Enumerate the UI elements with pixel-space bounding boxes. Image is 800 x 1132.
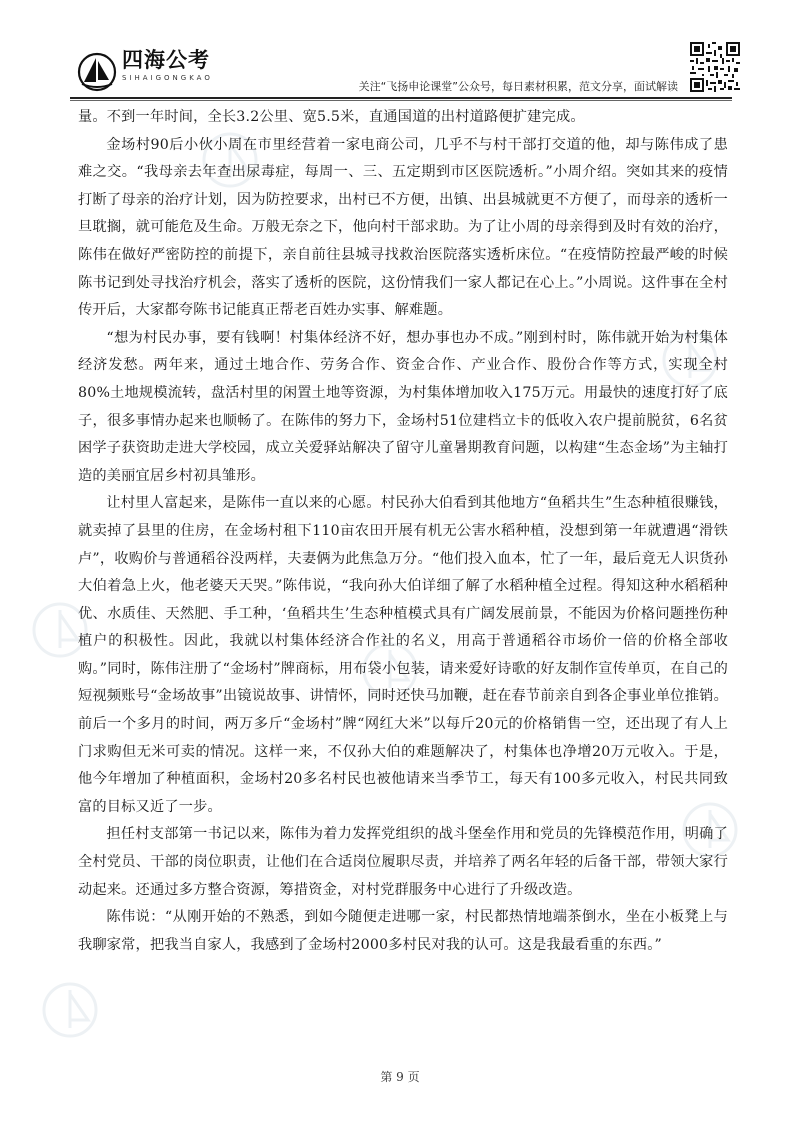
brand [122,48,213,82]
paragraph: 让村里人富起来，是陈伟一直以来的心愿。村民孙大伯看到其他地方“鱼稻共生”生态种植很赚钱，就卖掉了县里的住房，在金场村租下110亩农田开展有机无公害水稻种植，没想到第一年就遭遇“滑铁卢”，收购价与普通稻谷没两样，夫妻俩为此焦急万分。“他们投入血本，忙了一年，最后竟无人识货孙大伯着急上火，他老婆天天哭。”陈伟说，“我向孙大伯详细了解了水稻种植全过程。得知这种水稻稻种优、水质佳、天然肥、手工种，‘鱼稻共生’生态种植模式具有广阔发展前景，不能因为价格问题挫伤种植户的积极性。因此，我就以村集体经济合作社的名义，用高于普通稻谷市场价一倍的价格全部收购。”同时，陈伟注册了“金场村”牌商标，用布袋小包装，请来爱好诗歌的好友制作宣传单页，在自己的短视频账号“金场故事”出镜说故事、讲情怀，同时还快马加鞭，赶在春节前亲自到各企事业单位推销。前后一个多月的时间，两万多斤“金场村”牌“网红大米”以每斤20元的价格销售一空，还出现了有人上门求购但无米可卖的情况。这样一来，不仅孙大伯的难题解决了，村集体也净增20万元收入。于是，他今年增加了种植面积，金场村20多名村民也被他请来当季节工，每天有100多元收入，村民共同致富的目标又近了一步。 [78,495,728,815]
page-header [70,38,740,96]
page-number: 第 9 页 [380,1070,420,1084]
paragraph: 陈伟说：“从刚开始的不熟悉，到如今随便走进哪一家，村民都热情地端茶倒水，坐在小板凳上与我聊家常，把我当自家人，我感到了金场村2000多村民对我的认可。这是我最看重的东西。” [78,909,728,953]
qr-code-icon [690,42,740,92]
header-divider-thin [70,100,732,101]
article-body [78,104,728,959]
header-divider [70,97,732,99]
brand-subtitle: SIHAIGONGKAO [122,74,213,82]
watermark-logo-icon [44,984,96,1036]
paragraph: “想为村民办事，要有钱啊！村集体经济不好，想办事也办不成。”刚到村时，陈伟就开始为村集体经济发愁。两年来，通过土地合作、劳务合作、资金合作、产业合作、股份合作等方式，实现全村80%土地规模流转，盘活村里的闲置土地等资源，为村集体增加收入175万元。用最快的速度打好了底子，很多事情办起来也顺畅了。在陈伟的努力下，金场村51位建档立卡的低收入农户提前脱贫，6名贫困学子获资助走进大学校园，成立关爱驿站解决了留守儿童暑期教育问题，以构建“生态金场”为主轴打造的美丽宜居乡村初具雏形。 [78,329,728,484]
header-slogan: 关注“飞扬申论课堂”公众号，每日素材积累，范文分享，面试解读 [358,80,678,93]
sailboat-logo-icon [76,52,118,92]
brand-name: 四海公考 [122,48,210,72]
paragraph: 金场村90后小伙小周在市里经营着一家电商公司，几乎不与村干部打交道的他，却与陈伟成了患难之交。“我母亲去年查出尿毒症，每周一、三、五定期到市区医院透析。”小周介绍。突如其来的疫情打断了母亲的治疗计划，因为防控要求，出村已不方便，出镇、出县城就更不方便了，而母亲的透析一旦耽搁，就可能危及生命。万般无奈之下，他向村干部求助。为了让小周的母亲得到及时有效的治疗，陈伟在做好严密防控的前提下，亲自前往县城寻找救治医院落实透析床位。“在疫情防控最严峻的时候陈书记到处寻找治疗机会，落实了透析的医院，这份情我们一家人都记在心上。”小周说。这件事在全村传开后，大家都夸陈书记能真正帮老百姓办实事、解难题。 [78,136,728,319]
paragraph: 量。不到一年时间，全长3.2公里、宽5.5米，直通国道的出村道路便扩建完成。 [78,109,585,125]
paragraph: 担任村支部第一书记以来，陈伟为着力发挥党组织的战斗堡垒作用和党员的先锋模范作用，明确了全村党员、干部的岗位职责，让他们在合适岗位履职尽责，并培养了两名年轻的后备干部，带领大家行动起来。还通过多方整合资源，筹措资金，对村党群服务中心进行了升级改造。 [78,826,728,898]
